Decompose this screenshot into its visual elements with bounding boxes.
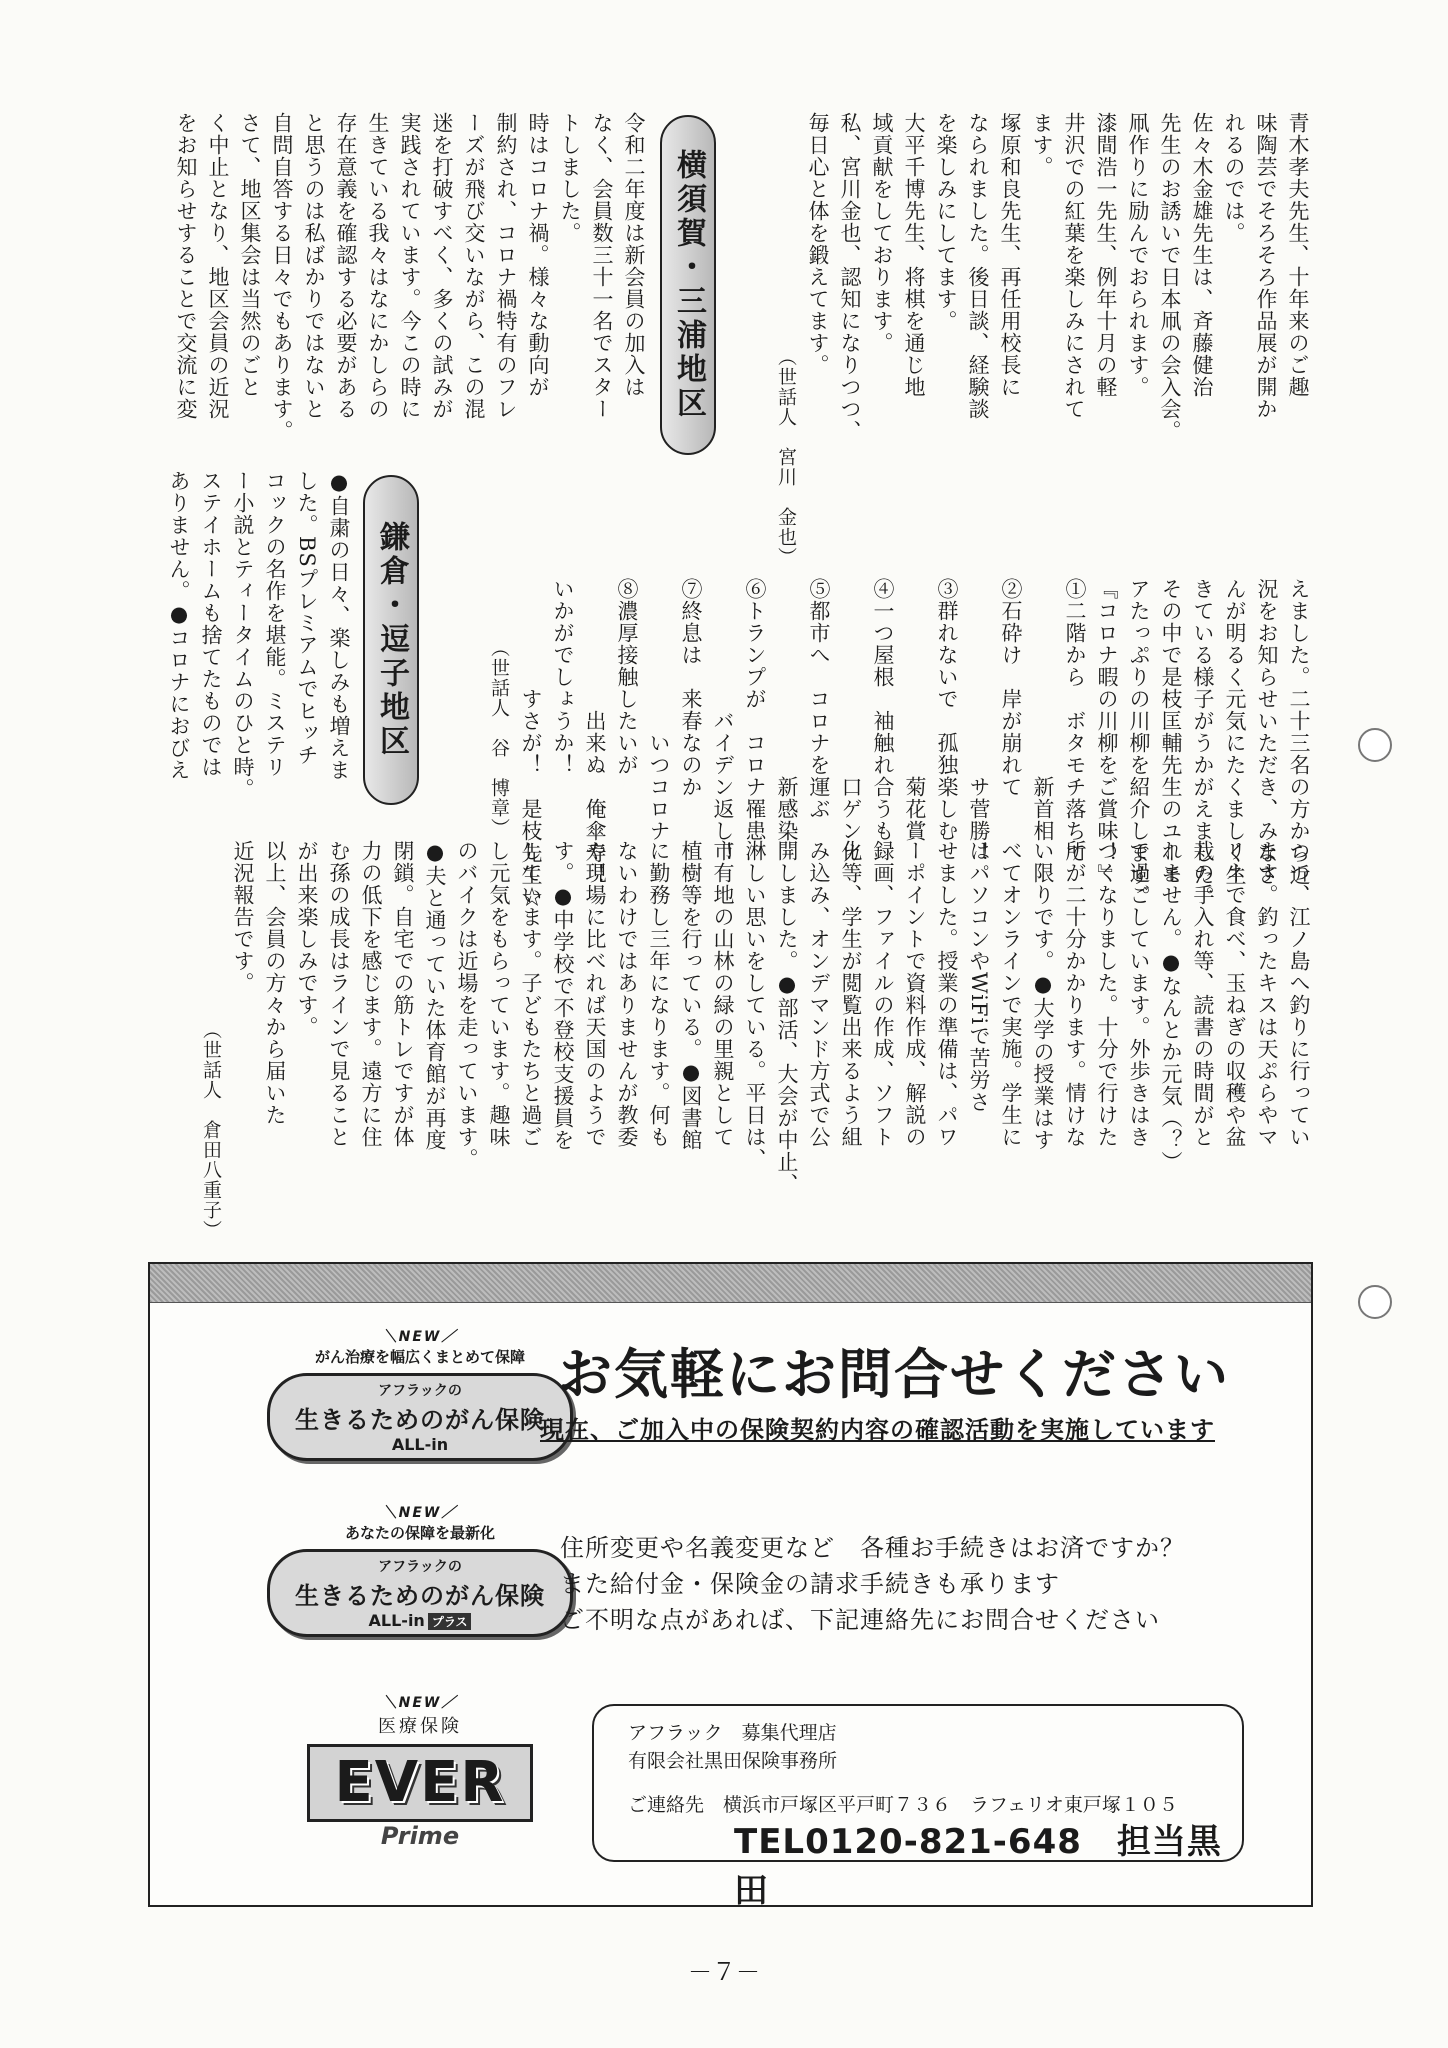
- text-line: 毎日心と体を鍛えてます。: [806, 112, 830, 376]
- signature: （世話人 宮川 金也）: [775, 347, 797, 567]
- text-line: さて、地区集会は当然のごと: [238, 112, 262, 398]
- signature: （世話人 倉田八重子）: [200, 1020, 222, 1240]
- text-line: 開しました。●部活、大会が中止、: [775, 840, 799, 1195]
- text-line: ①二階から ボタモチ落ちて: [1063, 578, 1087, 864]
- ad-header-bar: [150, 1264, 1311, 1303]
- text-line: 自問自答する日々でもあります。: [270, 112, 294, 442]
- text-line: す。●中学校で不登校支援員を: [551, 840, 575, 1151]
- text-line: ステイホームも捨てたものでは: [199, 470, 223, 778]
- text-line: 以上、会員の方々から届いた: [263, 840, 287, 1126]
- text-line: や現場に比べれば天国のようで: [583, 840, 607, 1148]
- contact-tel: TEL0120-821-648 担当黒田: [734, 1822, 1222, 1911]
- text-line: で過ごしています。外歩きはき: [1127, 840, 1151, 1148]
- notice-line-2: また給付金・保険金の請求手続きも承ります: [560, 1570, 1060, 1598]
- text-line: し元気をもらっています。趣味: [487, 840, 511, 1148]
- product-tagline: あなたの保障を最新化: [344, 1524, 495, 1542]
- text-line: ーズが飛び交いながら、この混: [462, 112, 486, 420]
- text-line: を楽しみにしてます。: [934, 112, 958, 332]
- ever-logo: EVER: [307, 1744, 533, 1822]
- text-line: と思うのは私ばかりではないと: [302, 112, 326, 420]
- text-line: 生きている我々はなにかしらの: [366, 112, 390, 420]
- text-line: く中止となり、地区会員の近況: [206, 112, 230, 420]
- text-line: 淋しい思いをしている。平日は、: [743, 840, 767, 1170]
- text-line: ②石砕け 岸が崩れて: [999, 578, 1023, 798]
- agency-label: アフラック 募集代理店: [628, 1722, 837, 1744]
- text-line: 所が二十分かかります。情けな: [1063, 840, 1087, 1148]
- new-label: ＼NEW／: [382, 1695, 458, 1711]
- text-line: 『コロナ暇の川柳をご賞味！』: [1095, 578, 1119, 886]
- text-line: い限りです。●大学の授業はす: [1031, 840, 1055, 1151]
- text-line: ないわけではありませんが教委: [615, 840, 639, 1148]
- text-line: 先生のお誘いで日本凧の会入会。: [1158, 112, 1182, 442]
- text-line: 味陶芸でそろそろ作品展が開か: [1254, 112, 1278, 420]
- plus-badge: プラス: [428, 1613, 472, 1630]
- text-line: せました。授業の準備は、パワ: [935, 840, 959, 1148]
- text-line: ます。釣ったキスは天ぷらやマ: [1255, 840, 1279, 1148]
- product-sub: ALL-in: [368, 1611, 425, 1630]
- text-line: 令和二年度は新会員の加入は: [622, 112, 646, 398]
- text-line: 力の低下を感じます。遠方に住: [359, 840, 383, 1148]
- text-line: 迷を打破すべく、多くの試みが: [430, 112, 454, 420]
- kamakura-heading: 鎌倉・逗子地区: [363, 475, 419, 805]
- product-brand: アフラックの: [378, 1383, 462, 1399]
- text-line: サ菅勝！: [967, 578, 991, 864]
- yokosuka-heading: 横須賀・三浦地区: [660, 115, 716, 455]
- text-line: んが明るく元気にたくましく生: [1223, 578, 1247, 886]
- text-line: ます。: [1030, 112, 1054, 178]
- text-line: ③群れないで 孤独楽しむ: [935, 578, 959, 842]
- ad-headline: お気軽にお問合せください: [558, 1343, 1230, 1406]
- product-tagline: 医療保険: [378, 1716, 462, 1737]
- text-line: ●自粛の日々、楽しみも増えま: [327, 470, 351, 781]
- product-ever: [190, 1692, 650, 1850]
- text-line: 実践されています。今この時に: [398, 112, 422, 420]
- text-line: つつ、江ノ島へ釣りに行ってい: [1287, 840, 1311, 1148]
- yokosuka-text-continued: [488, 578, 1315, 908]
- text-line: れません。●なんとか元気（？）: [1159, 840, 1183, 1173]
- text-line: 時はコロナ禍。様々な動向が: [526, 112, 550, 398]
- text-line: 録画、ファイルの作成、ソフト: [871, 840, 895, 1148]
- text-line: ー小説とティータイムのひと時。: [231, 470, 255, 800]
- text-line: 植樹等を行っている。●図書館: [679, 840, 703, 1151]
- text-line: した。BSプレミアムでヒッチ: [295, 470, 319, 766]
- text-line: 出来ぬ 俺傘寿！: [583, 578, 607, 886]
- punch-hole-lower: [1358, 1285, 1392, 1319]
- text-line: 凧作りに励んでおられます。: [1126, 112, 1150, 398]
- text-line: 塚原和良先生、再任用校長に: [998, 112, 1022, 398]
- text-line: つくなりました。十分で行けた: [1095, 840, 1119, 1148]
- product-name: 生きるためのがん保険: [295, 1582, 545, 1610]
- company-name: 有限会社黒田保険事務所: [628, 1750, 838, 1772]
- text-line: えました。二十三名の方から近: [1287, 578, 1311, 886]
- text-line: 大平千博先生、将棋を通じ地: [902, 112, 926, 398]
- text-line: が出来楽しみです。: [295, 840, 319, 1038]
- text-line: ●夫と通っていた体育館が再度: [423, 840, 447, 1151]
- text-line: はパソコンやWiFiで苦労さ: [967, 840, 991, 1114]
- product-brand: アフラックの: [378, 1559, 462, 1575]
- text-line: ⑥トランプが コロナ罹患: [743, 578, 767, 842]
- text-line: 井沢での紅葉を楽しみにされて: [1062, 112, 1086, 420]
- text-line: む孫の成長はラインで見ること: [327, 840, 351, 1148]
- text-line: いつコロナ: [647, 578, 671, 842]
- text-line: しています。子どもたちと過ご: [519, 840, 543, 1148]
- text-line: ⑦終息は 来春なのか: [679, 578, 703, 798]
- text-line: ありません。●コロナにおびえ: [167, 470, 191, 781]
- text-line: バイデン返し！: [711, 578, 735, 864]
- text-line: ⑤都市へ コロナを運ぶ: [807, 578, 831, 820]
- product-badge: [267, 1373, 573, 1461]
- text-line: ⑧濃厚接触したいが: [615, 578, 639, 776]
- page-number: －７－: [688, 1958, 760, 1986]
- text-line: 菊花賞: [903, 578, 927, 842]
- text-line: きている様子がうかがえました。: [1191, 578, 1215, 908]
- text-line: れるのでは。: [1222, 112, 1246, 244]
- text-line: その中で是枝匡輔先生のユーモ: [1159, 578, 1183, 886]
- text-line: すさが！ 是枝先生☆: [519, 578, 543, 908]
- contact-address: ご連絡先 横浜市戸塚区平戸町７３６ ラフェリオ東戸塚１０５: [628, 1794, 1178, 1816]
- text-line: 化等、学生が閲覧出来るよう組: [839, 840, 863, 1148]
- text-line: 口ゲンカ: [839, 578, 863, 864]
- product-name: 生きるためのがん保険: [295, 1406, 545, 1434]
- product-badge: [267, 1549, 573, 1637]
- product-tagline: がん治療を幅広くまとめて保障: [314, 1348, 525, 1366]
- contact-box: [592, 1704, 1244, 1911]
- ever-prime: Prime: [380, 1822, 460, 1850]
- new-label: ＼NEW／: [382, 1329, 458, 1345]
- notice-line-1: 住所変更や名義変更など 各種お手続きはお済ですか？: [560, 1534, 1185, 1562]
- text-line: 制約され、コロナ禍特有のフレ: [494, 112, 518, 420]
- text-line: アたっぷりの川柳を紹介します。: [1127, 578, 1151, 908]
- text-line: 市有地の山林の緑の里親として: [711, 840, 735, 1148]
- text-line: のバイクは近場を走っています。: [455, 840, 479, 1170]
- text-line: 青木孝夫先生、十年来のご趣: [1286, 112, 1310, 398]
- text-line: 存在意義を確認する必要がある: [334, 112, 358, 420]
- text-line: 況をお知らせいただき、みなさ: [1255, 578, 1279, 886]
- text-line: なられました。後日談、経験談: [966, 112, 990, 420]
- text-line: コックの名作を堪能。ミステリ: [263, 470, 287, 778]
- signature: （世話人 谷 博章）: [488, 638, 510, 838]
- top-section-text: [740, 112, 1314, 567]
- text-line: トしました。: [558, 112, 582, 244]
- text-line: 域貢献をしております。: [870, 112, 894, 354]
- advertisement-box: [148, 1262, 1313, 1911]
- text-line: 栽の手入れ等、読書の時間がと: [1191, 840, 1215, 1148]
- product-sub: ALL-in: [391, 1435, 449, 1454]
- text-line: 閉鎖。自宅での筋トレですが体: [391, 840, 415, 1148]
- new-label: ＼NEW／: [382, 1505, 458, 1521]
- text-line: 新感染: [775, 578, 799, 842]
- text-line: ④一つ屋根 袖触れ合うも: [871, 578, 895, 842]
- text-line: 佐々木金雄先生は、斉藤健治: [1190, 112, 1214, 398]
- text-line: リネで食べ、玉ねぎの収穫や盆: [1223, 840, 1247, 1148]
- text-line: 私、宮川金也、認知になりつつ、: [838, 112, 862, 442]
- text-line: べてオンラインで実施。学生に: [999, 840, 1023, 1148]
- ad-subline: 現在、ご加入中の保険契約内容の確認活動を実施しています: [540, 1416, 1215, 1444]
- text-line: 近況報告です。: [231, 840, 255, 994]
- text-line: ーポイントで資料作成、解説の: [903, 840, 927, 1148]
- kamakura-text-continued: [110, 840, 1315, 1240]
- text-line: 漆間浩一先生、例年十月の軽: [1094, 112, 1118, 398]
- text-line: に勤務し三年になります。何も: [647, 840, 671, 1148]
- notice-line-3: ご不明な点があれば、下記連絡先にお問合せください: [560, 1606, 1160, 1634]
- text-line: 新首相: [1031, 578, 1055, 842]
- text-line: み込み、オンデマンド方式で公: [807, 840, 831, 1148]
- text-line: いかがでしょうか！: [551, 578, 575, 776]
- punch-hole-upper: [1358, 728, 1392, 762]
- text-line: なく、会員数三十一名でスター: [590, 112, 614, 420]
- text-line: をお知らせすることで交流に変: [174, 112, 198, 420]
